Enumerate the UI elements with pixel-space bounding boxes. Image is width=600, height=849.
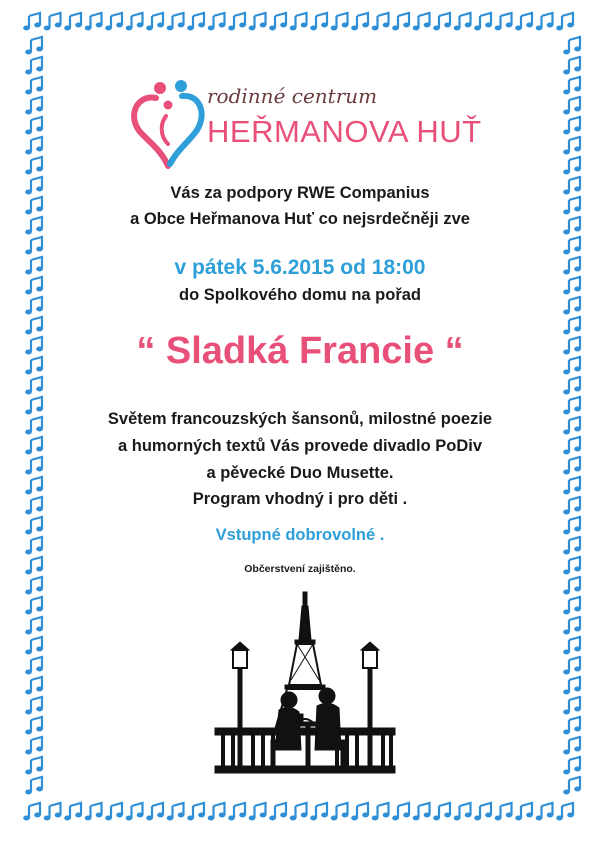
music-note-icon bbox=[563, 637, 581, 655]
music-note-icon bbox=[105, 13, 123, 31]
music-note-icon bbox=[44, 13, 62, 31]
music-note-icon bbox=[536, 803, 554, 821]
music-note-icon bbox=[372, 13, 390, 31]
description-line-1: Světem francouzských šansonů, milostné poezie bbox=[107, 410, 493, 428]
music-note-icon bbox=[25, 657, 43, 675]
music-note-icon bbox=[563, 757, 581, 775]
music-note-icon bbox=[563, 157, 581, 175]
music-note-icon bbox=[563, 57, 581, 75]
music-note-icon bbox=[25, 677, 43, 695]
music-note-icon bbox=[25, 757, 43, 775]
music-note-icon bbox=[167, 803, 185, 821]
music-note-icon bbox=[563, 137, 581, 155]
music-note-icon bbox=[25, 37, 43, 55]
logo-tagline: rodinné centrum bbox=[207, 84, 378, 108]
music-note-icon bbox=[563, 617, 581, 635]
music-note-icon bbox=[167, 13, 185, 31]
music-note-icon bbox=[454, 803, 472, 821]
music-note-icon bbox=[563, 577, 581, 595]
music-note-icon bbox=[269, 13, 287, 31]
music-note-icon bbox=[310, 13, 328, 31]
music-note-icon bbox=[351, 803, 369, 821]
music-note-icon bbox=[25, 137, 43, 155]
music-note-icon bbox=[25, 577, 43, 595]
music-note-icon bbox=[126, 803, 144, 821]
music-note-icon bbox=[228, 803, 246, 821]
music-note-icon bbox=[44, 803, 62, 821]
music-note-icon bbox=[454, 13, 472, 31]
event-venue: do Spolkového domu na pořad bbox=[178, 286, 421, 304]
music-note-icon bbox=[515, 13, 533, 31]
event-title: “ Sladká Francie “ bbox=[136, 330, 464, 372]
music-note-icon bbox=[413, 13, 431, 31]
music-note-icon bbox=[126, 13, 144, 31]
music-note-icon bbox=[249, 803, 267, 821]
refreshments-note: Občerstvení zajištěno. bbox=[244, 563, 356, 575]
music-note-icon bbox=[64, 13, 82, 31]
music-note-icon bbox=[474, 13, 492, 31]
music-note-icon bbox=[515, 803, 533, 821]
music-note-icon bbox=[85, 13, 103, 31]
music-note-icon bbox=[25, 77, 43, 95]
music-note-icon bbox=[25, 237, 43, 255]
music-note-icon bbox=[563, 77, 581, 95]
music-note-icon bbox=[187, 13, 205, 31]
music-note-icon bbox=[331, 13, 349, 31]
music-note-icon bbox=[187, 803, 205, 821]
logo-name: HEŘMANOVA HUŤ bbox=[207, 114, 482, 149]
music-note-icon bbox=[23, 803, 41, 821]
music-note-icon bbox=[495, 803, 513, 821]
eiffel-cafe-illustration-icon bbox=[205, 590, 405, 785]
music-note-icon bbox=[25, 737, 43, 755]
music-note-icon bbox=[25, 617, 43, 635]
music-note-icon bbox=[64, 803, 82, 821]
music-note-icon bbox=[146, 13, 164, 31]
music-note-icon bbox=[495, 13, 513, 31]
music-note-icon bbox=[563, 597, 581, 615]
music-note-icon bbox=[563, 717, 581, 735]
music-note-icon bbox=[25, 377, 43, 395]
music-note-icon bbox=[372, 803, 390, 821]
music-note-icon bbox=[23, 13, 41, 31]
music-note-icon bbox=[563, 657, 581, 675]
music-note-icon bbox=[536, 13, 554, 31]
description-line-2: a humorných textů Vás provede divadlo PoDiv bbox=[117, 437, 482, 455]
music-note-icon bbox=[208, 13, 226, 31]
music-note-icon bbox=[563, 97, 581, 115]
music-note-icon bbox=[85, 803, 103, 821]
music-note-icon bbox=[290, 803, 308, 821]
music-note-icon bbox=[331, 803, 349, 821]
event-date: v pátek 5.6.2015 od 18:00 bbox=[174, 256, 426, 279]
music-note-icon bbox=[208, 803, 226, 821]
music-note-icon bbox=[310, 803, 328, 821]
music-note-icon bbox=[392, 13, 410, 31]
music-note-icon bbox=[556, 13, 574, 31]
invitation-line-1: Vás za podpory RWE Companius bbox=[170, 184, 430, 202]
music-note-icon bbox=[25, 117, 43, 135]
invitation-line-2: a Obce Heřmanova Huť co nejsrdečněji zve bbox=[130, 210, 470, 228]
music-note-icon bbox=[269, 803, 287, 821]
music-note-icon bbox=[25, 777, 43, 795]
music-note-icon bbox=[351, 13, 369, 31]
entry-fee: Vstupné dobrovolné . bbox=[215, 526, 385, 544]
music-note-icon bbox=[146, 803, 164, 821]
music-note-icon bbox=[563, 37, 581, 55]
music-note-icon bbox=[25, 157, 43, 175]
music-note-icon bbox=[105, 803, 123, 821]
music-note-icon bbox=[563, 697, 581, 715]
music-note-icon bbox=[25, 97, 43, 115]
music-note-icon bbox=[563, 737, 581, 755]
music-note-icon bbox=[25, 717, 43, 735]
music-note-icon bbox=[474, 803, 492, 821]
music-note-icon bbox=[563, 237, 581, 255]
music-note-icon bbox=[433, 13, 451, 31]
music-note-icon bbox=[563, 377, 581, 395]
music-note-icon bbox=[25, 637, 43, 655]
music-note-icon bbox=[563, 117, 581, 135]
music-note-icon bbox=[556, 803, 574, 821]
music-note-icon bbox=[392, 803, 410, 821]
music-note-icon bbox=[25, 57, 43, 75]
music-note-icon bbox=[249, 13, 267, 31]
music-note-icon bbox=[563, 777, 581, 795]
music-note-icon bbox=[433, 803, 451, 821]
music-note-icon bbox=[563, 677, 581, 695]
music-note-icon bbox=[25, 697, 43, 715]
description-line-4: Program vhodný i pro děti . bbox=[192, 490, 408, 508]
music-note-icon bbox=[228, 13, 246, 31]
music-note-icon bbox=[25, 597, 43, 615]
description-line-3: a pěvecké Duo Musette. bbox=[206, 464, 394, 482]
music-note-icon bbox=[413, 803, 431, 821]
music-note-icon bbox=[290, 13, 308, 31]
